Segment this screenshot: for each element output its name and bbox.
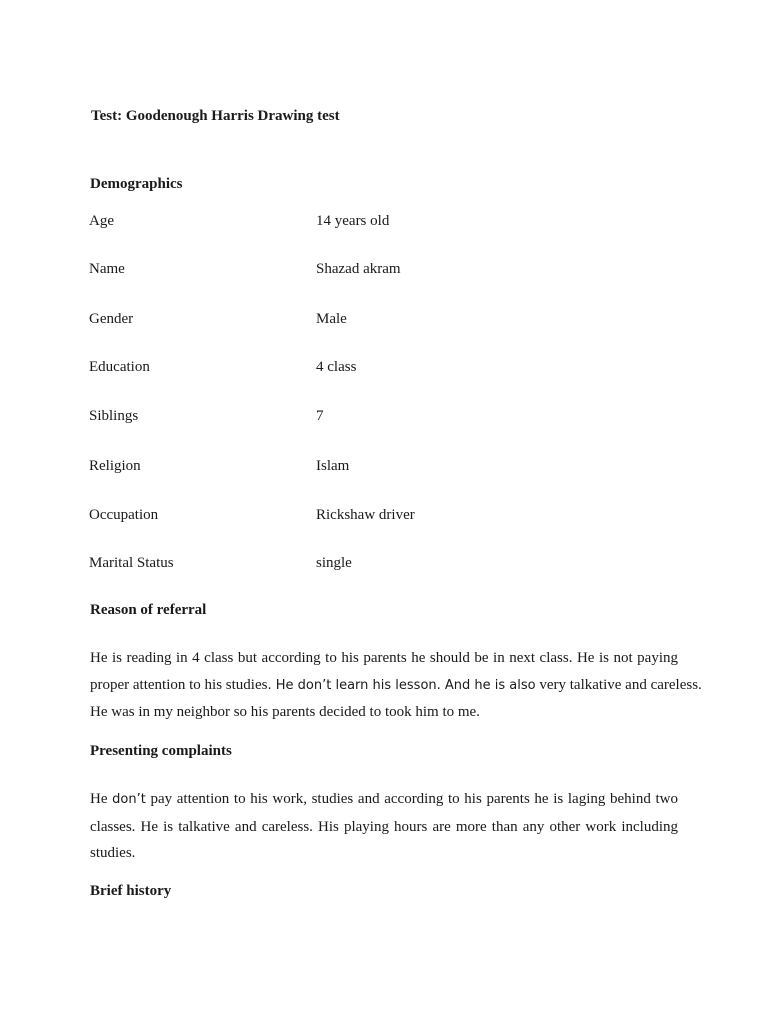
demographics-label: Age	[89, 213, 114, 229]
complaints-line-1-word: don’t	[112, 792, 146, 807]
demographics-value: Rickshaw driver	[316, 507, 415, 523]
demographics-row-gender	[89, 311, 689, 331]
demographics-value: Male	[316, 311, 347, 327]
complaints-line-2: classes. He is talkative and careless. His playing hours are more than any other work including	[90, 818, 678, 835]
demographics-value: Islam	[316, 458, 350, 474]
referral-line-3: He was in my neighbor so his parents decided to took him to me.	[90, 704, 480, 720]
referral-line-2-middle: . He don’t learn his lesson. And he is also	[267, 677, 536, 693]
complaints-line-1-end: pay attention to his work, studies and according to his parents he is laging behind two	[145, 791, 678, 807]
demographics-value: 4 class	[316, 359, 357, 375]
demographics-row-siblings	[89, 408, 689, 428]
demographics-label: Occupation	[89, 507, 159, 523]
demographics-label: Name	[89, 261, 125, 277]
demographics-value: Shazad akram	[316, 261, 401, 277]
demographics-label: Marital Status	[89, 555, 174, 571]
referral-line-2-end: very talkative and careless.	[535, 676, 702, 693]
referral-line-1: He is reading in 4 class but according to his parents he should be in next class. He is not paying	[90, 650, 678, 666]
demographics-row-occupation	[89, 507, 689, 527]
referral-heading: Reason of referral	[90, 602, 207, 618]
referral-paragraph	[90, 645, 702, 726]
demographics-row-education	[89, 359, 689, 379]
complaints-heading: Presenting complaints	[90, 743, 232, 759]
demographics-row-name	[89, 261, 689, 281]
demographics-value: single	[316, 555, 352, 571]
demographics-label: Education	[89, 359, 150, 375]
demographics-row-marital-status	[89, 555, 689, 575]
demographics-label: Siblings	[89, 408, 139, 424]
demographics-row-religion	[89, 458, 689, 478]
demographics-value: 7	[316, 408, 324, 424]
referral-line-2-start: proper attention to his studies	[90, 676, 268, 693]
demographics-row-age	[89, 213, 689, 233]
complaints-line-3: studies.	[90, 845, 136, 861]
demographics-value: 14 years old	[316, 213, 390, 229]
demographics-label: Religion	[89, 458, 141, 474]
demographics-label: Gender	[89, 311, 134, 327]
test-title: Test: Goodenough Harris Drawing test	[91, 108, 340, 124]
complaints-line-1-start: He	[90, 791, 113, 807]
complaints-line-1	[90, 786, 678, 814]
demographics-heading: Demographics	[90, 176, 183, 192]
history-heading: Brief history	[90, 883, 172, 899]
complaints-paragraph	[90, 786, 678, 867]
referral-line-2	[90, 672, 702, 700]
